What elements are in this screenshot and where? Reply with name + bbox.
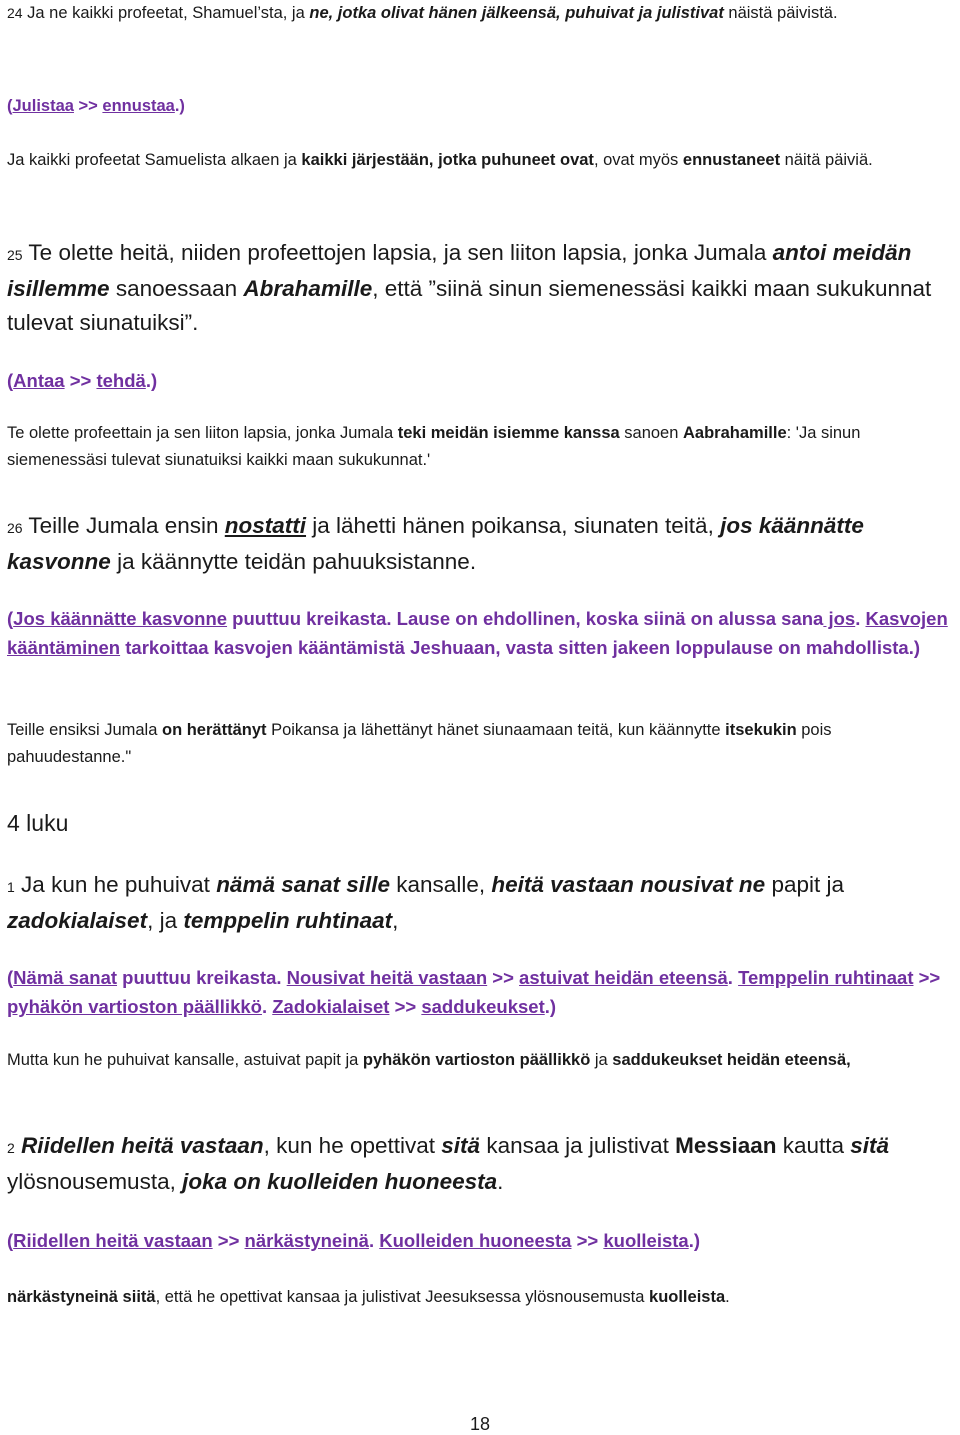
- verse-1: 1 Ja kun he puhuivat nämä sanat sille kansalle, heitä vastaan nousivat ne papit ja zadokialaiset, ja temppelin ruhtinaat,: [7, 872, 845, 933]
- verse-number: 1: [7, 879, 15, 895]
- chapter-heading: 4 luku: [7, 810, 69, 836]
- note-link[interactable]: Riidellen heitä vastaan: [13, 1230, 213, 1251]
- verse-24: 24 Ja ne kaikki profeetat, Shamuel’sta, ja ne, jotka olivat hänen jälkeensä, puhuivat ja julistivat näistä päivistä.: [7, 4, 838, 22]
- note-link[interactable]: kuolleista: [603, 1230, 689, 1251]
- note-link[interactable]: Kasvojen kääntäminen: [7, 608, 948, 658]
- note-link[interactable]: saddukeukset: [421, 996, 545, 1017]
- paraphrase-1: Mutta kun he puhuivat kansalle, astuivat papit ja pyhäkön vartioston päällikkö ja saddukeukset heidän eteensä,: [7, 1051, 851, 1069]
- note-26: (Jos käännätte kasvonne puuttuu kreikasta. Lause on ehdollinen, koska siinä on alussa sana jos. Kasvojen kääntäminen tarkoittaa kasvojen kääntämistä Jeshuaan, vasta sitten jakeen loppulause on mahdollista.): [7, 608, 948, 658]
- note-link[interactable]: Antaa: [13, 370, 65, 391]
- note-link[interactable]: Nousivat heitä vastaan: [286, 967, 488, 988]
- note-link[interactable]: ennustaa: [102, 97, 175, 115]
- note-24: (Julistaa >> ennustaa.): [7, 97, 185, 115]
- note-link[interactable]: Jos käännätte kasvonne: [13, 608, 228, 629]
- note-link[interactable]: tehdä: [96, 370, 146, 391]
- paraphrase-2: närkästyneinä siitä, että he opettivat kansaa ja julistivat Jeesuksessa ylösnousemusta kuolleista.: [7, 1288, 730, 1306]
- note-link[interactable]: Kuolleiden huoneesta: [379, 1230, 572, 1251]
- note-2: (Riidellen heitä vastaan >> närkästyneinä. Kuolleiden huoneesta >> kuolleista.): [7, 1230, 701, 1251]
- note-link[interactable]: närkästyneinä: [244, 1230, 369, 1251]
- note-link[interactable]: Temppelin ruhtinaat: [738, 967, 914, 988]
- note-link[interactable]: astuivat heidän eteensä: [519, 967, 728, 988]
- note-link[interactable]: Julistaa: [12, 97, 74, 115]
- note-link[interactable]: jos: [823, 608, 856, 629]
- paraphrase-25: Te olette profeettain ja sen liiton lapsia, jonka Jumala teki meidän isiemme kanssa sanoen Aabrahamille: 'Ja sinun siemenessäsi tulevat siunatuiksi kaikki maan sukukunnat.': [7, 424, 861, 469]
- verse-number: 25: [7, 247, 23, 263]
- verse-number: 2: [7, 1140, 15, 1156]
- note-link[interactable]: Zadokialaiset: [272, 996, 390, 1017]
- verse-26: 26 Teille Jumala ensin nostatti ja lähetti hänen poikansa, siunaten teitä, jos käännätte kasvonne ja käännytte teidän pahuuksistanne.: [7, 513, 864, 574]
- note-link[interactable]: pyhäkön vartioston päällikkö: [7, 996, 262, 1017]
- verse-number: 24: [7, 5, 23, 21]
- note-1: (Nämä sanat puuttuu kreikasta. Nousivat heitä vastaan >> astuivat heidän eteensä. Temppelin ruhtinaat >> pyhäkön vartioston päällikkö. Zadokialaiset >> saddukeukset.): [7, 967, 941, 1017]
- note-25: (Antaa >> tehdä.): [7, 370, 158, 391]
- verse-25: 25 Te olette heitä, niiden profeettojen lapsia, ja sen liiton lapsia, jonka Jumala antoi meidän isillemme sanoessaan Abrahamille, että ”siinä sinun siemenessäsi kaikki maan sukukunnat tulevat siunatuiksi”.: [7, 240, 932, 335]
- paraphrase-26: Teille ensiksi Jumala on herättänyt Poikansa ja lähettänyt hänet siunaamaan teitä, kun käännytte itsekukin pois pahuudestanne.": [7, 721, 832, 766]
- verse-number: 26: [7, 520, 23, 536]
- page-number: 18: [469, 1414, 491, 1434]
- paraphrase-24: Ja kaikki profeetat Samuelista alkaen ja kaikki järjestään, jotka puhuneet ovat, ovat myös ennustaneet näitä päiviä.: [7, 151, 873, 169]
- verse-2: 2 Riidellen heitä vastaan, kun he opettivat sitä kansaa ja julistivat Messiaan kautta sitä ylösnousemusta, joka on kuolleiden huoneesta.: [7, 1133, 890, 1194]
- note-link[interactable]: Nämä sanat: [13, 967, 118, 988]
